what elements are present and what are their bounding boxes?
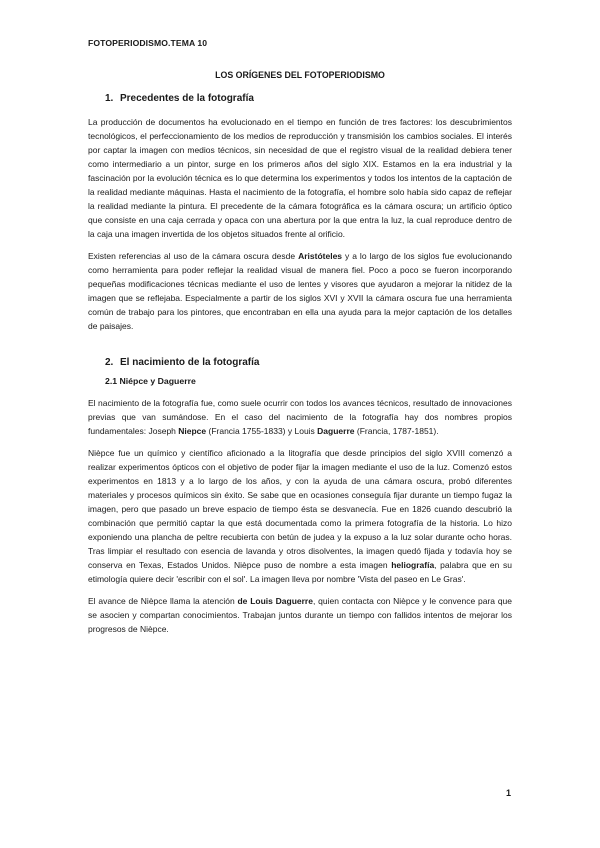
section-1-paragraph-1: La producción de documentos ha evolucionado en el tiempo en función de tres factores: los descubrimientos tecnológicos, el perfeccionamiento de los medios de reproducción y transmisión los cambios sociales. El interés por captar la imagen con medios técnicos, sin necesidad de que el registro visual de la realidad debiera tener como intermediario a un pintor, surge en los primeros años del siglo XIX. Estamos en la era industrial y la fascinación por la evolución técnica es lo que determina los experimentos y todos los intentos de la captación de la realidad mediante máquinas. Hasta el nacimiento de la fotografía, el hombre solo había sido capaz de reflejar la realidad mediante la pintura. El precedente de la cámara fotográfica es la cámara oscura; un artificio óptico que consiste en una caja cerrada y opaca con una abertura por la que entra la luz, la cual reproduce dentro de la caja una imagen invertida de los objetos situados frente al orificio. xyxy=(88,117,512,239)
section-2-number: 2. xyxy=(105,357,114,368)
section-1-title: Precedentes de la fotografía xyxy=(120,93,254,104)
bold-term-daguerre: Daguerre xyxy=(317,426,355,436)
section-1-heading xyxy=(105,93,512,104)
section-2-paragraph-1: El nacimiento de la fotografía fue, como suele ocurrir con todos los avances técnicos, resultado de innovaciones previas que van sumándose. En el caso del nacimiento de la fotografía hay dos nombres propios fundamentales: Joseph Niepce (Francia 1755-1833) y Louis Daguerre (Francia, 1787-1851). xyxy=(88,398,512,436)
bold-term-niepce: Niepce xyxy=(178,426,207,436)
section-2-paragraph-3: El avance de Nièpce llama la atención de Louis Daguerre, quien contacta con Nièpce y le convence para que se asocien y compartan conocimientos. Trabajan juntos durante un tiempo con fallidos intentos de mejorar los progresos de Nièpce. xyxy=(88,596,512,634)
section-2-title: El nacimiento de la fotografía xyxy=(120,357,260,368)
bold-term-aristoteles: Aristóteles xyxy=(298,251,343,261)
section-2-heading xyxy=(105,357,512,368)
page-number: 1 xyxy=(506,788,512,798)
subsection-2-1-heading: 2.1 Niépce y Daguerre xyxy=(105,376,196,386)
document-title: LOS ORÍGENES DEL FOTOPERIODISMO xyxy=(215,70,385,80)
section-1-number: 1. xyxy=(105,93,114,104)
running-header: FOTOPERIODISMO.TEMA 10 xyxy=(88,38,208,48)
section-2-paragraph-2: Nièpce fue un químico y científico aficionado a la litografía que desde principios del siglo XVIII comenzó a realizar experimentos ópticos con el objetivo de poder fijar la imagen mediante el uso de la luz. Comenzó estos experimentos en 1813 y a lo largo de los años, y con la ayuda de una cámara oscura, probó diferentes materiales y procesos químicos sin éxito. Se sabe que en ocasiones conseguía fijar durante un tiempo fugaz la imagen, pero que pasado un breve espacio de tiempo ésta se desvanecía. Fue en 1826 cuando descubrió la combinación que permitió captar la que está documentada como la primera fotografía de la historia. Lo hizo exponiendo una plancha de peltre recubierta con betún de judea y la expuso a la luz solar durante ocho horas. Tras limpiar el resultado con esencia de lavanda y otros disolventes, la imagen quedó fijada y todavía hoy se conserva en Texas, Estados Unidos. Nièpce puso de nombre a esta imagen heliografía, palabra que en su etimología quiere decir 'escribir con el sol'. La imagen lleva por nombre 'Vista del paseo en Le Gras'. xyxy=(88,448,512,584)
bold-term-heliografia: heliografía xyxy=(391,560,435,570)
section-1-paragraph-2: Existen referencias al uso de la cámara oscura desde Aristóteles y a lo largo de los siglos fue evolucionando como herramienta para poder reflejar la realidad visual de manera fiel. Poco a poco se fueron incorporando pequeñas modificaciones técnicas mediante el uso de lentes y visores que ayudaron a mejorar la nitidez de la imagen que se reflejaba. Especialmente a partir de los siglos XVI y XVII la cámara oscura fue una herramienta común de trabajo para los pintores, que encontraban en ella una ayuda para la mejor captación de los detalles de paisajes. xyxy=(88,251,512,331)
bold-term-louis-daguerre: de Louis Daguerre xyxy=(237,596,313,606)
